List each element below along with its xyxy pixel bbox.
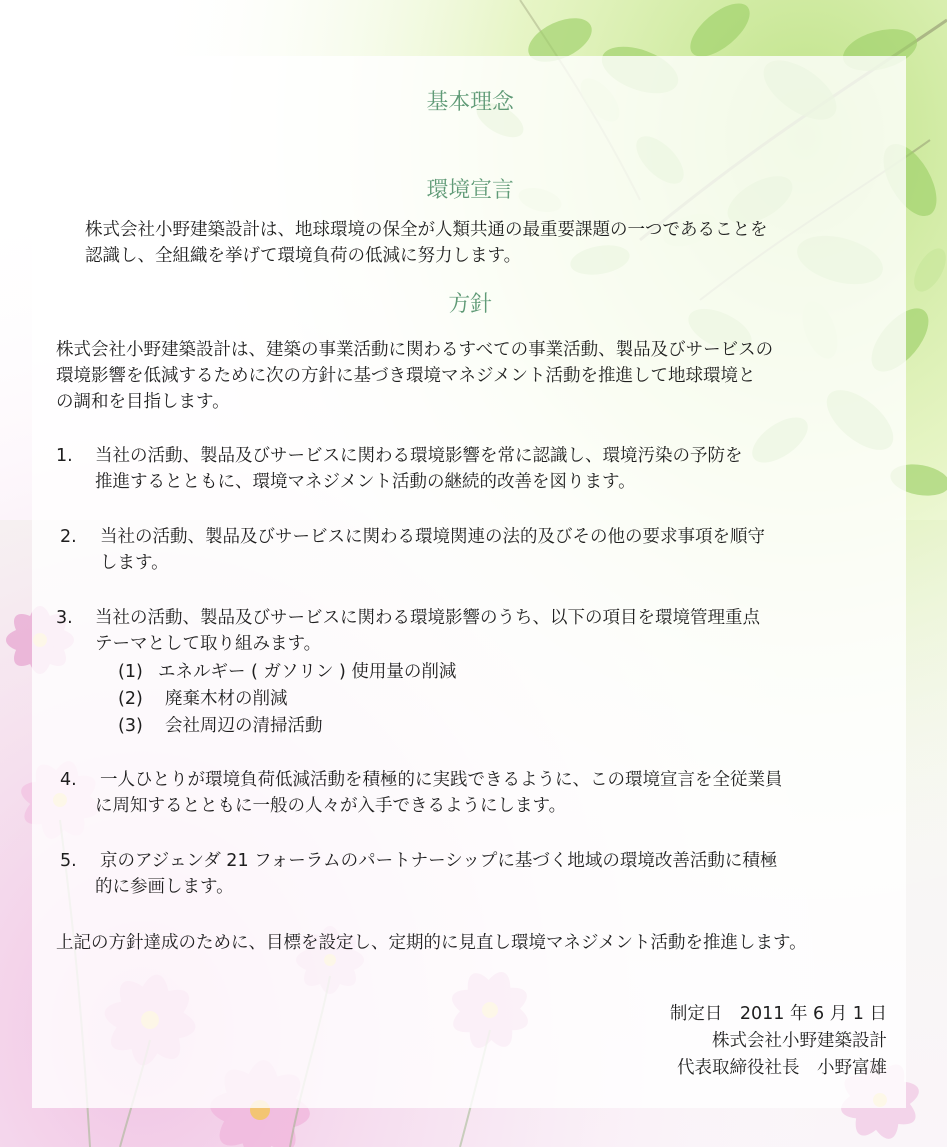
policy-subitem-number: (2) [118, 689, 143, 709]
policy-intro-line: の調和を目指します。 [56, 392, 230, 412]
policy-item-line: テーマとして取り組みます。 [95, 634, 322, 654]
policy-item-line: 当社の活動、製品及びサービスに関わる環境関連の法的及びその他の要求事項を順守 [100, 527, 765, 547]
policy-item-line: 京のアジェンダ 21 フォーラムのパートナーシップに基づく地域の環境改善活動に積極 [100, 851, 778, 871]
signature-date: 制定日 2011 年 6 月 1 日 [669, 1004, 887, 1024]
policy-intro-line: 環境影響を低減するために次の方針に基づき環境マネジメント活動を推進して地球環境と [56, 366, 756, 386]
policy-heading: 方針 [448, 292, 493, 317]
policy-item-line: 的に参画します。 [95, 877, 234, 897]
declaration-line: 認識し、全組織を挙げて環境負荷の低減に努力します。 [85, 246, 522, 266]
policy-item-line: 推進するとともに、環境マネジメント活動の継続的改善を図ります。 [95, 472, 636, 492]
policy-subitem-text: 廃棄木材の削減 [165, 689, 288, 709]
policy-closing: 上記の方針達成のために、目標を設定し、定期的に見直し環境マネジメント活動を推進します。 [56, 933, 807, 953]
policy-item-number: 4. [60, 770, 77, 790]
policy-intro-line: 株式会社小野建築設計は、建築の事業活動に関わるすべての事業活動、製品及びサービスの [56, 340, 774, 360]
policy-subitem-number: (3) [118, 716, 143, 736]
policy-item-line: に周知するとともに一般の人々が入手できるようにします。 [95, 796, 567, 816]
policy-item-line: します。 [100, 553, 169, 573]
policy-item-line: 当社の活動、製品及びサービスに関わる環境影響を常に認識し、環境汚染の予防を [95, 446, 743, 466]
policy-item-number: 1. [56, 446, 73, 466]
signature-representative: 代表取締役社長 小野富雄 [677, 1058, 887, 1078]
page-title: 基本理念 [426, 90, 514, 115]
policy-subitem-text: 会社周辺の清掃活動 [165, 716, 323, 736]
policy-item-number: 5. [60, 851, 77, 871]
policy-subitem-text: エネルギー ( ガソリン ) 使用量の削減 [158, 662, 457, 682]
policy-item-line: 当社の活動、製品及びサービスに関わる環境影響のうち、以下の項目を環境管理重点 [95, 608, 760, 628]
signature-company: 株式会社小野建築設計 [712, 1031, 887, 1051]
policy-item-number: 2. [60, 527, 77, 547]
policy-item-line: 一人ひとりが環境負荷低減活動を積極的に実践できるように、この環境宣言を全従業員 [100, 770, 783, 790]
policy-item-number: 3. [56, 608, 73, 628]
declaration-line: 株式会社小野建築設計は、地球環境の保全が人類共通の最重要課題の一つであることを [85, 220, 768, 240]
declaration-heading: 環境宣言 [426, 178, 514, 203]
policy-subitem-number: (1) [118, 662, 143, 682]
